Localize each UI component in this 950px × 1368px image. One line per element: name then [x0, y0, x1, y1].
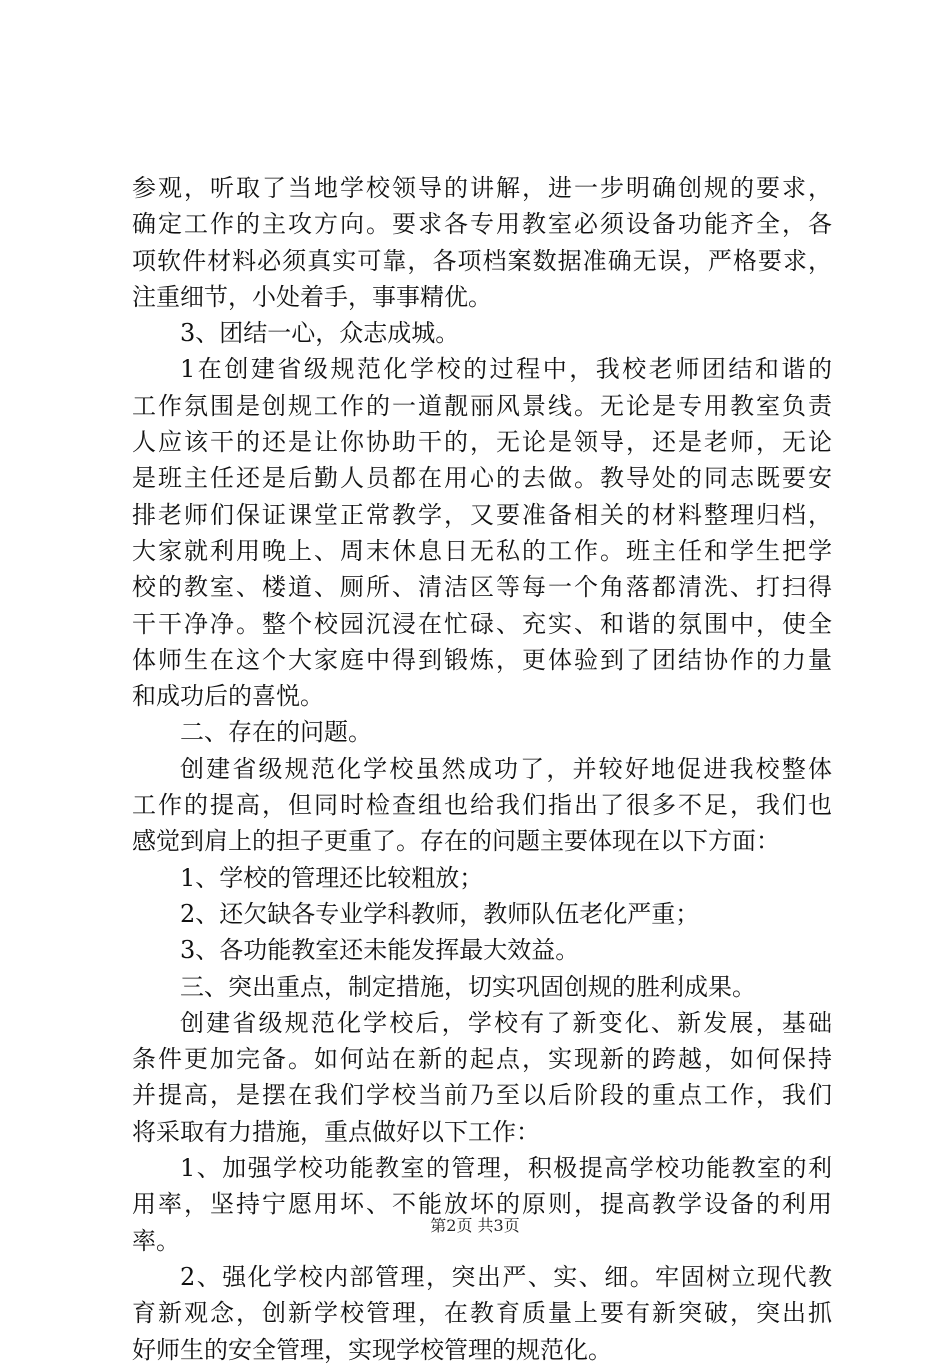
text-line: 和成功后的喜悦。 [132, 682, 324, 711]
text-line: 大家就利用晚上、周末休息日无私的工作。班主任和学生把学 [132, 536, 832, 565]
text-line: 排老师们保证课堂正常教学，又要准备相关的材料整理归档， [132, 500, 832, 529]
page-number: 第2页 共3页 [430, 1216, 520, 1235]
text-line: 用率，坚持宁愿用坏、不能放坏的原则，提高教学设备的利用 [132, 1190, 832, 1219]
text-line: 干干净净。整个校园沉浸在忙碌、充实、和谐的氛围中，使全 [132, 609, 832, 638]
section-heading: 二、存在的问题。 [180, 718, 372, 747]
list-item: 2、还欠缺各专业学科教师，教师队伍老化严重； [180, 899, 700, 928]
text-line: 注重细节，小处着手，事事精优。 [132, 282, 492, 311]
text-line: 创建省级规范化学校虽然成功了，并较好地促进我校整体 [180, 754, 832, 783]
text-line: 工作的提高，但同时检查组也给我们指出了很多不足，我们也 [132, 791, 832, 820]
text-line: 育新观念，创新学校管理，在教育质量上要有新突破，突出抓 [132, 1299, 832, 1328]
section-heading: 三、突出重点，制定措施，切实巩固创规的胜利成果。 [180, 972, 756, 1001]
text-line: 人应该干的还是让你协助干的，无论是领导，还是老师，无论 [132, 428, 832, 457]
text-line: 创建省级规范化学校后，学校有了新变化、新发展，基础 [180, 1008, 832, 1037]
text-line: 体师生在这个大家庭中得到锻炼，更体验到了团结协作的力量 [132, 645, 832, 674]
text-line: 将采取有力措施，重点做好以下工作： [132, 1117, 540, 1146]
text-line: 参观，听取了当地学校领导的讲解，进一步明确创规的要求， [132, 174, 832, 202]
text-line: 是班主任还是后勤人员都在用心的去做。教导处的同志既要安 [132, 464, 832, 493]
text-line: 1在创建省级规范化学校的过程中，我校老师团结和谐的 [180, 355, 832, 384]
list-item: 1、加强学校功能教室的管理，积极提高学校功能教室的利 [180, 1154, 832, 1183]
section-heading: 3、团结一心，众志成城。 [180, 319, 460, 348]
text-line: 条件更加完备。如何站在新的起点，实现新的跨越，如何保持 [132, 1045, 832, 1074]
text-line: 并提高，是摆在我们学校当前乃至以后阶段的重点工作，我们 [132, 1081, 832, 1110]
body-text [132, 170, 832, 1368]
list-item: 1、学校的管理还比较粗放； [180, 863, 484, 892]
text-line: 项软件材料必须真实可靠，各项档案数据准确无误，严格要求， [132, 246, 832, 275]
text-line: 校的教室、楼道、厕所、清洁区等每一个角落都清洗、打扫得 [132, 573, 832, 602]
text-line: 工作氛围是创规工作的一道靓丽风景线。无论是专用教室负责 [132, 391, 832, 420]
list-item: 2、强化学校内部管理，突出严、实、细。牢固树立现代教 [180, 1262, 832, 1291]
text-line: 率。 [132, 1226, 180, 1255]
text-line: 好师生的安全管理，实现学校管理的规范化。 [132, 1335, 612, 1364]
list-item: 3、各功能教室还未能发挥最大效益。 [180, 936, 580, 965]
text-line: 确定工作的主攻方向。要求各专用教室必须设备功能齐全，各 [132, 210, 832, 239]
text-line: 感觉到肩上的担子更重了。存在的问题主要体现在以下方面： [132, 827, 780, 856]
